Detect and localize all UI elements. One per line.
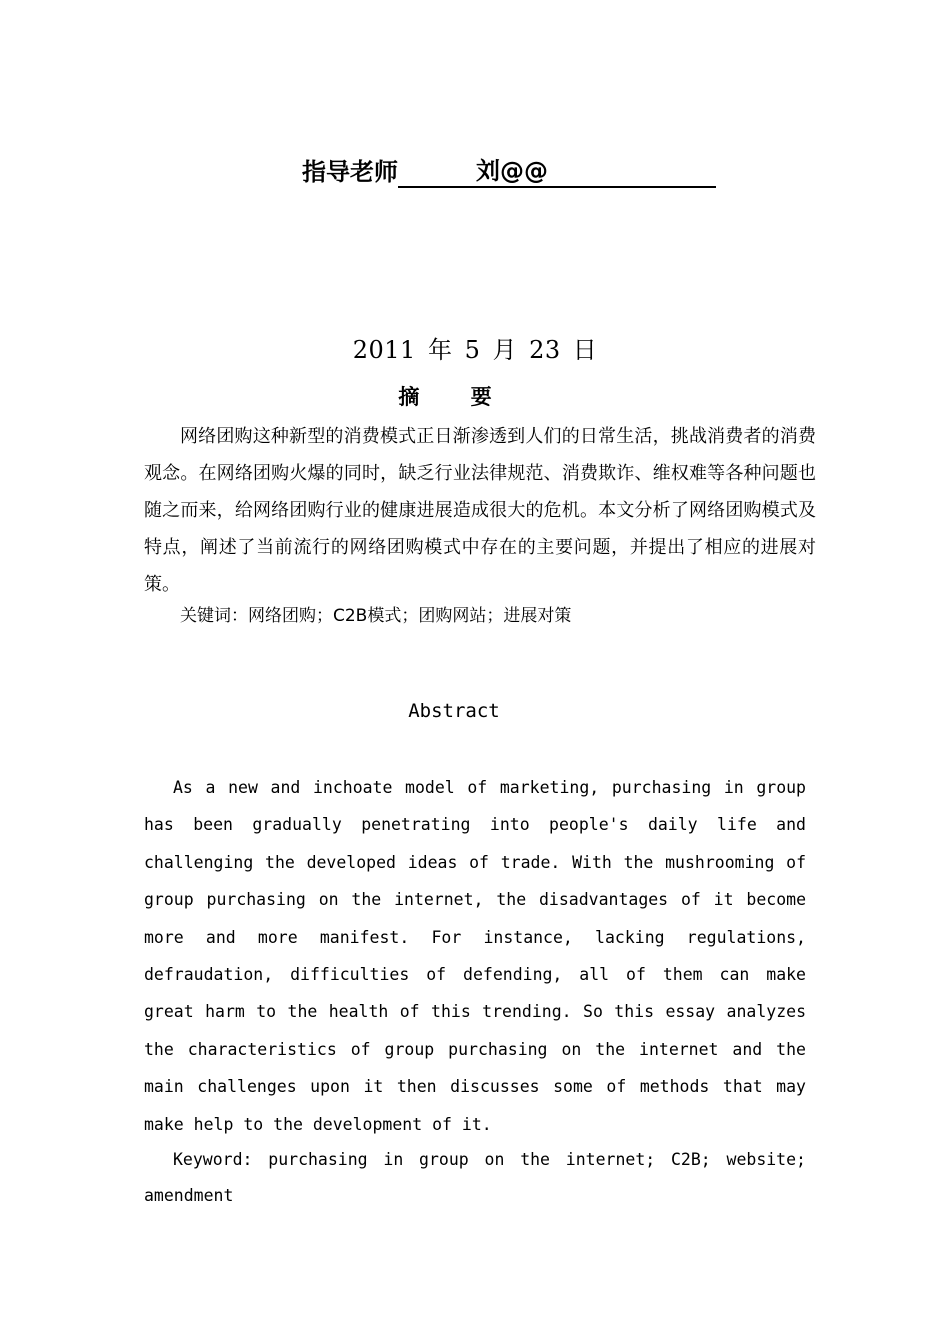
- abstract-en-body: As a new and inchoate model of marketing, purchasing in group has been gradually penetrating into people's daily life and challenging the developed ideas of trade. With the mushrooming of group purchasing on the internet, the disadvantages of it become more and more manifest. For instance, lacking regulations, defraudation, difficulties of defending, all of them can make great harm to the health of this trending. So this essay analyzes the characteristics of group purchasing on the internet and the main challenges upon it then discusses some of methods that may make help to the development of it.: [144, 778, 806, 1134]
- abstract-en-keywords: Keyword: purchasing in group on the internet; C2B; website; amendment: [144, 1150, 806, 1205]
- abstract-cn-keywords: 关键词：网络团购；C2B模式；团购网站；进展对策: [180, 606, 572, 626]
- abstract-cn-title: 摘 要: [398, 385, 514, 409]
- advisor-label: 指导老师: [302, 158, 398, 186]
- abstract-cn-body: 网络团购这种新型的消费模式正日渐渗透到人们的日常生活，挑战消费者的消费观念。在网络团购火爆的同时，缺乏行业法律规范、消费欺诈、维权难等各种问题也随之而来，给网络团购行业的健康进展造成很大的危机。本文分析了网络团购模式及特点，阐述了当前流行的网络团购模式中存在的主要问题，并提出了相应的进展对策。: [144, 426, 816, 595]
- advisor-line: [302, 156, 716, 188]
- abstract-en-title: Abstract: [408, 700, 500, 722]
- advisor-name: 刘@@: [398, 156, 716, 188]
- submission-date: 2011 年 5 月 23 日: [352, 336, 598, 364]
